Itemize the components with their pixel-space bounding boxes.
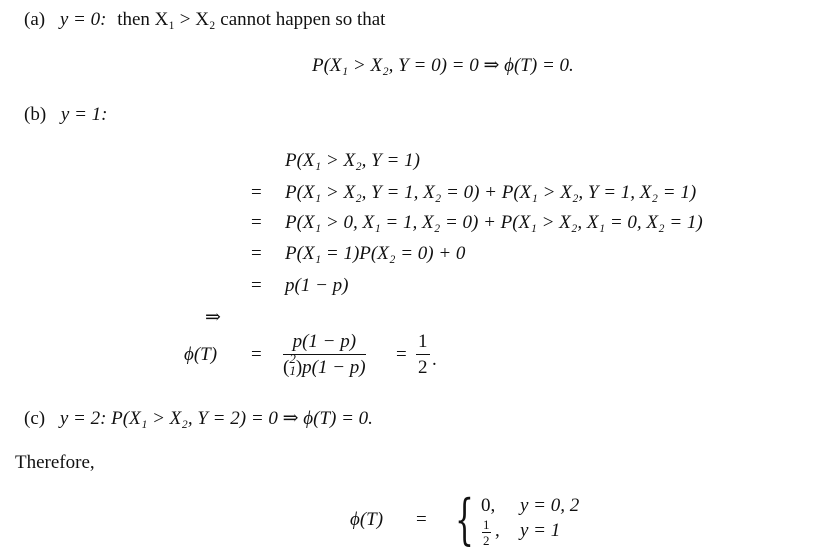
left-brace: {	[455, 488, 474, 551]
equals-sign-phi: =	[251, 344, 262, 365]
equals-sign-2: =	[251, 182, 262, 203]
ratio-fraction	[283, 332, 366, 377]
case-2-numerator: 1	[483, 517, 490, 532]
derivation-line-4: P(X₁ = 1)P(X₂ = 0) + 0	[285, 243, 466, 264]
case-1-condition: y = 0, 2	[520, 495, 580, 516]
case-2-condition: y = 1	[520, 520, 561, 541]
part-a-label: (a)	[24, 9, 46, 30]
part-b-condition: y = 1:	[60, 104, 108, 125]
part-c-text: y = 2: P(X₁ > X₂, Y = 2) = 0 ⇒ ϕ(T) = 0.	[59, 408, 373, 429]
half-denominator: 2	[418, 357, 428, 378]
case-2-fraction	[482, 518, 491, 547]
case-2-comma: ,	[495, 520, 500, 541]
ratio-denominator: ( 2 1 )p(1 − p)	[283, 351, 366, 378]
therefore-text: Therefore,	[15, 452, 95, 473]
part-c-label: (c)	[24, 408, 46, 429]
ratio-numerator: p(1 − p)	[283, 332, 366, 355]
part-c-heading	[24, 409, 373, 428]
case-2-denominator: 2	[483, 533, 490, 548]
derivation-line-2: P(X₁ > X₂, Y = 1, X₂ = 0) + P(X₁ > X₂, Y = 1, X₂ = 1)	[285, 182, 697, 203]
phi-lhs: ϕ(T)	[184, 344, 218, 365]
binomial-coefficient: 2 1	[289, 351, 296, 378]
final-equals-sign: =	[416, 509, 427, 530]
equals-sign-4: =	[251, 243, 262, 264]
equals-sign-3: =	[251, 212, 262, 233]
denominator-rest: p(1 − p)	[302, 357, 366, 378]
part-b-label: (b)	[24, 104, 47, 125]
equals-sign-5: =	[251, 275, 262, 296]
derivation-line-3: P(X₁ > 0, X₁ = 1, X₂ = 0) + P(X₁ > X₂, X₁ = 0, X₂ = 1)	[285, 212, 703, 233]
part-a-condition: y = 0:	[59, 9, 107, 30]
half-numerator: 1	[416, 332, 430, 355]
derivation-line-1: P(X₁ > X₂, Y = 1)	[285, 150, 420, 171]
derivation-line-5: p(1 − p)	[285, 275, 349, 296]
part-b-heading	[24, 105, 108, 124]
half-fraction	[416, 332, 430, 377]
implies-arrow: ⇒	[205, 307, 221, 328]
period: .	[432, 349, 437, 370]
case-1-value: 0,	[481, 495, 496, 516]
final-phi-lhs: ϕ(T)	[350, 509, 384, 530]
part-a-equation: P(X₁ > X₂, Y = 0) = 0 ⇒ ϕ(T) = 0.	[312, 55, 574, 76]
part-a-text: then X₁ > X₂ cannot happen so that	[117, 9, 386, 30]
equals-sign-half: =	[396, 344, 407, 365]
part-a-heading	[24, 10, 385, 29]
